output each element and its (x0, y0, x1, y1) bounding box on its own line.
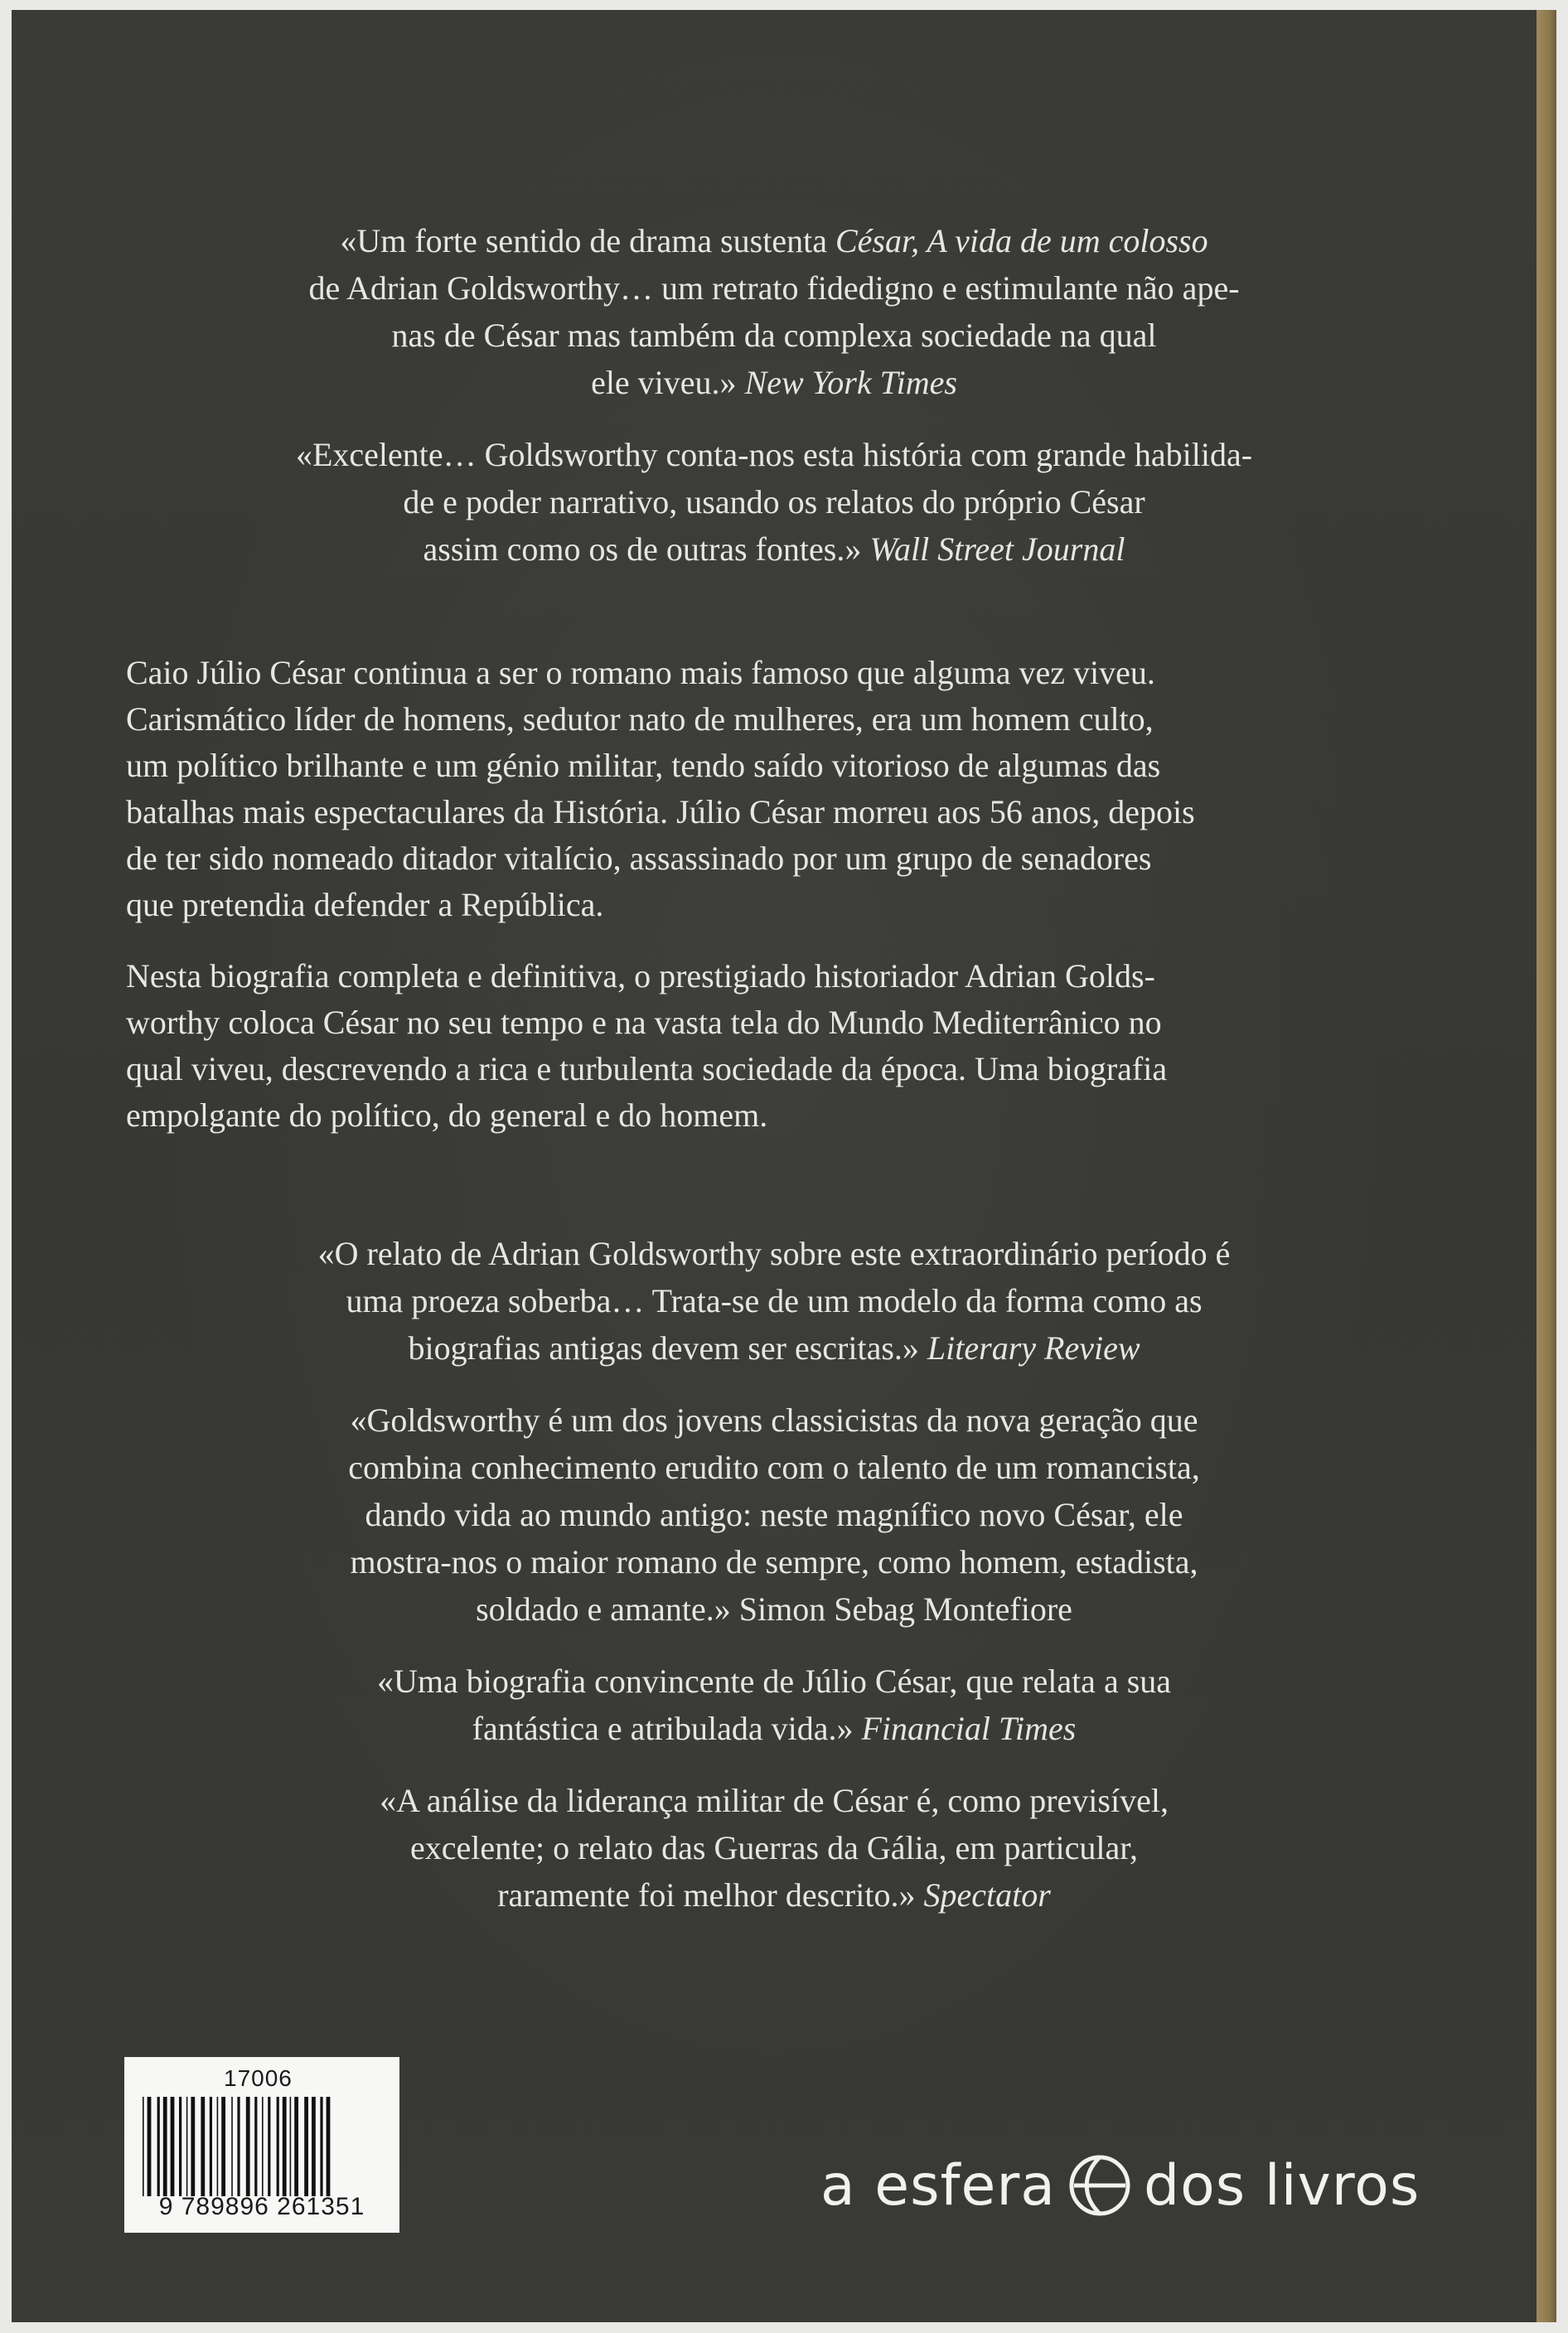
quotes-top (12, 217, 1537, 573)
quote-source: New York Times (744, 364, 957, 401)
quote-text: «Excelente… Goldsworthy conta-nos esta história com grande habilida- (295, 436, 1253, 473)
barcode-bar (179, 2097, 181, 2196)
description-line: empolgante do político, do general e do homem. (126, 1096, 768, 1134)
barcode-bar (262, 2097, 264, 2196)
quote-text: fantástica e atribulada vida.» (472, 1710, 862, 1747)
description-line: que pretendia defender a República. (126, 886, 604, 923)
description (126, 650, 1435, 1139)
barcode-bar (320, 2097, 322, 2196)
quote-line (12, 1491, 1537, 1538)
description-paragraph (126, 650, 1435, 928)
barcode-bar (210, 2097, 212, 2196)
quote-text: «Um forte sentido de drama sustenta (340, 222, 835, 259)
publisher-name-right: dos livros (1143, 2152, 1420, 2219)
quote-line (12, 1396, 1537, 1444)
publisher-name-left: a esfera (820, 2152, 1056, 2219)
quote-source: Wall Street Journal (869, 530, 1125, 568)
barcode-bar (327, 2097, 331, 2196)
quote-line (12, 1230, 1537, 1277)
description-line: batalhas mais espectaculares da História. Júlio César morreu aos 56 anos, depois (126, 793, 1195, 830)
description-line: de ter sido nomeado ditador vitalício, assassinado por um grupo de senadores (126, 840, 1152, 877)
quote-source: Literary Review (927, 1329, 1140, 1367)
quote-line (12, 1658, 1537, 1705)
barcode-label (124, 2057, 399, 2233)
barcode-icon (139, 2097, 385, 2196)
quote-line (12, 478, 1537, 525)
review-quote (12, 1658, 1537, 1752)
barcode-bar (171, 2097, 175, 2196)
quote-text: mostra-nos o maior romano de sempre, como homem, estadista, (350, 1543, 1198, 1580)
barcode-bar (163, 2097, 167, 2196)
barcode-bar (143, 2097, 144, 2196)
description-line: Carismático líder de homens, sedutor nato de mulheres, era um homem culto, (126, 700, 1154, 738)
description-line: qual viveu, descrevendo a rica e turbulenta sociedade da época. Uma biografia (126, 1050, 1168, 1087)
barcode-bar (304, 2097, 308, 2196)
quote-line (12, 1871, 1537, 1919)
review-quote (12, 217, 1537, 406)
quotes-bottom (12, 1230, 1537, 1919)
barcode-bar (201, 2097, 205, 2196)
quote-line (12, 1705, 1537, 1752)
description-line: Caio Júlio César continua a ser o romano mais famoso que alguma vez viveu. (126, 654, 1155, 691)
barcode-bar (148, 2097, 152, 2196)
quote-line (12, 264, 1537, 312)
quote-text: «Uma biografia convincente de Júlio César, que relata a sua (376, 1663, 1172, 1700)
quote-text: de e poder narrativo, usando os relatos do próprio César (403, 483, 1145, 520)
description-paragraph (126, 953, 1435, 1139)
barcode-bar (231, 2097, 233, 2196)
description-line: Nesta biografia completa e definitiva, o prestigiado historiador Adrian Golds- (126, 957, 1155, 995)
quote-text: soldado e amante.» Simon Sebag Montefiore (476, 1590, 1072, 1628)
quote-line (12, 1324, 1537, 1372)
quote-line (12, 1824, 1537, 1871)
barcode-bar (246, 2097, 250, 2196)
quote-line (12, 312, 1537, 359)
review-quote (12, 431, 1537, 573)
quote-line (12, 1585, 1537, 1633)
quote-line (12, 1277, 1537, 1324)
barcode-bar (283, 2097, 287, 2196)
barcode-bar (290, 2097, 292, 2196)
barcode-bar (312, 2097, 316, 2196)
barcode-bar (268, 2097, 270, 2196)
back-cover (12, 10, 1537, 2322)
quote-text: combina conhecimento erudito com o talento de um romancista, (348, 1449, 1200, 1486)
review-quote (12, 1396, 1537, 1633)
review-quote (12, 1777, 1537, 1919)
quote-text: excelente; o relato das Guerras da Gália, em particular, (410, 1829, 1138, 1866)
quote-text: «Goldsworthy é um dos jovens classicistas da nova geração que (350, 1401, 1198, 1439)
barcode-bar (157, 2097, 160, 2196)
quote-text: raramente foi melhor descrito.» (497, 1876, 924, 1914)
quote-line (12, 1538, 1537, 1585)
quote-text: assim como os de outras fontes.» (423, 530, 870, 568)
barcode-bar (277, 2097, 279, 2196)
barcode-code: 17006 (224, 2065, 293, 2091)
spine-edge (1537, 10, 1556, 2322)
globe-e-icon (1067, 2153, 1132, 2218)
quote-line (12, 525, 1537, 573)
barcode-bar (186, 2097, 188, 2196)
review-quote (12, 1230, 1537, 1372)
quote-text: dando vida ao mundo antigo: neste magnífico novo César, ele (365, 1496, 1183, 1533)
quote-line (12, 217, 1537, 264)
quote-text: uma proeza soberba… Trata-se de um modelo da forma como as (346, 1282, 1203, 1319)
quote-text: ele viveu.» (591, 364, 745, 401)
barcode-bar (237, 2097, 240, 2196)
publisher-logo (820, 2148, 1420, 2223)
quote-source: Spectator (923, 1876, 1051, 1914)
quote-text: «A análise da liderança militar de César é, como previsível, (380, 1782, 1169, 1819)
quote-text: nas de César mas também da complexa sociedade na qual (391, 317, 1157, 354)
barcode-bar (254, 2097, 257, 2196)
barcode-bar (221, 2097, 225, 2196)
quote-line (12, 359, 1537, 406)
description-line: worthy coloca César no seu tempo e na vasta tela do Mundo Mediterrânico no (126, 1004, 1162, 1041)
quote-text: biografias antigas devem ser escritas.» (408, 1329, 927, 1367)
quote-line (12, 1777, 1537, 1824)
barcode-bar (294, 2097, 298, 2196)
quote-source: César, A vida de um colosso (835, 222, 1208, 259)
description-line: um político brilhante e um génio militar, tendo saído vitorioso de algumas das (126, 747, 1161, 784)
quote-source: Financial Times (861, 1710, 1077, 1747)
barcode-bar (191, 2097, 195, 2196)
quote-line (12, 1444, 1537, 1491)
quote-text: «O relato de Adrian Goldsworthy sobre este extraordinário período é (317, 1235, 1231, 1272)
quote-text: de Adrian Goldsworthy… um retrato fidedigno e estimulante não ape- (308, 269, 1240, 307)
isbn-digits: 9 789896 261351 (158, 2193, 365, 2220)
quote-line (12, 431, 1537, 478)
barcode-bar (217, 2097, 219, 2196)
